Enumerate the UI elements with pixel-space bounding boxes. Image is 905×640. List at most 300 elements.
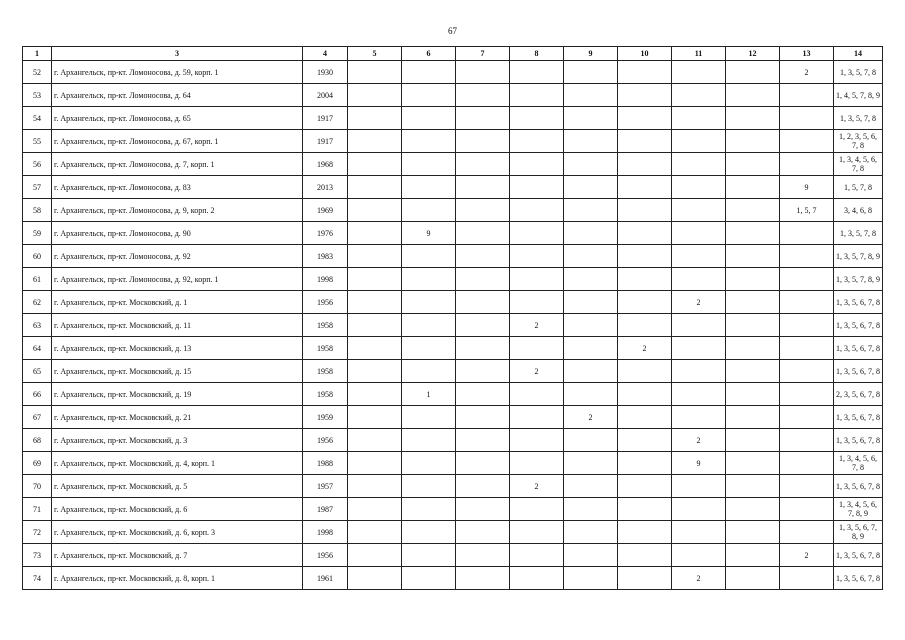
row-index: 72 <box>23 521 52 544</box>
column-header: 12 <box>726 47 780 61</box>
col8-cell <box>510 153 564 176</box>
col11-cell <box>672 498 726 521</box>
col9-cell <box>564 84 618 107</box>
table-row <box>23 521 883 544</box>
col5-cell <box>348 337 402 360</box>
col8-cell <box>510 61 564 84</box>
col13-cell <box>780 314 834 337</box>
column-header: 8 <box>510 47 564 61</box>
row-index: 66 <box>23 383 52 406</box>
col11-cell <box>672 383 726 406</box>
col8-cell <box>510 521 564 544</box>
col10-cell <box>618 429 672 452</box>
row-index: 54 <box>23 107 52 130</box>
col8-cell: 2 <box>510 360 564 383</box>
col8-cell <box>510 291 564 314</box>
col9-cell <box>564 429 618 452</box>
col13-cell <box>780 567 834 590</box>
table-row <box>23 452 883 475</box>
col6-cell <box>402 498 456 521</box>
col13-cell: 1, 5, 7 <box>780 199 834 222</box>
col10-cell <box>618 544 672 567</box>
col5-cell <box>348 498 402 521</box>
col11-cell <box>672 544 726 567</box>
col7-cell <box>456 383 510 406</box>
col10-cell <box>618 567 672 590</box>
table-row <box>23 544 883 567</box>
col6-cell <box>402 199 456 222</box>
col6-cell <box>402 245 456 268</box>
col13-cell <box>780 84 834 107</box>
column-header: 6 <box>402 47 456 61</box>
col7-cell <box>456 567 510 590</box>
col9-cell <box>564 360 618 383</box>
year-cell: 1983 <box>303 245 348 268</box>
col11-cell <box>672 61 726 84</box>
table-row <box>23 314 883 337</box>
col12-cell <box>726 567 780 590</box>
col13-cell: 2 <box>780 544 834 567</box>
col5-cell <box>348 406 402 429</box>
col5-cell <box>348 452 402 475</box>
col6-cell <box>402 291 456 314</box>
col13-cell <box>780 406 834 429</box>
column-header: 10 <box>618 47 672 61</box>
col11-cell <box>672 268 726 291</box>
col12-cell <box>726 153 780 176</box>
col7-cell <box>456 337 510 360</box>
row-index: 67 <box>23 406 52 429</box>
col12-cell <box>726 544 780 567</box>
address-cell: г. Архангельск, пр-кт. Московский, д. 1 <box>52 291 303 314</box>
col8-cell <box>510 199 564 222</box>
col9-cell <box>564 452 618 475</box>
col9-cell <box>564 153 618 176</box>
col13-cell <box>780 452 834 475</box>
col14-cell: 1, 3, 5, 7, 8 <box>834 107 883 130</box>
col10-cell <box>618 153 672 176</box>
col8-cell: 2 <box>510 475 564 498</box>
year-cell: 1969 <box>303 199 348 222</box>
col7-cell <box>456 291 510 314</box>
col5-cell <box>348 245 402 268</box>
col12-cell <box>726 337 780 360</box>
col5-cell <box>348 222 402 245</box>
col6-cell <box>402 360 456 383</box>
address-cell: г. Архангельск, пр-кт. Московский, д. 13 <box>52 337 303 360</box>
address-cell: г. Архангельск, пр-кт. Московский, д. 5 <box>52 475 303 498</box>
col13-cell: 2 <box>780 61 834 84</box>
col7-cell <box>456 314 510 337</box>
col7-cell <box>456 268 510 291</box>
col13-cell <box>780 521 834 544</box>
address-cell: г. Архангельск, пр-кт. Ломоносова, д. 92, корп. 1 <box>52 268 303 291</box>
address-cell: г. Архангельск, пр-кт. Московский, д. 4, корп. 1 <box>52 452 303 475</box>
col9-cell <box>564 199 618 222</box>
col7-cell <box>456 61 510 84</box>
col11-cell <box>672 337 726 360</box>
col10-cell <box>618 245 672 268</box>
address-cell: г. Архангельск, пр-кт. Ломоносова, д. 7, корп. 1 <box>52 153 303 176</box>
col5-cell <box>348 176 402 199</box>
col8-cell <box>510 429 564 452</box>
address-cell: г. Архангельск, пр-кт. Московский, д. 6, корп. 3 <box>52 521 303 544</box>
col6-cell <box>402 84 456 107</box>
col14-cell: 1, 3, 5, 6, 7, 8 <box>834 475 883 498</box>
col12-cell <box>726 452 780 475</box>
year-cell: 1957 <box>303 475 348 498</box>
col11-cell <box>672 245 726 268</box>
col14-cell: 1, 3, 5, 6, 7, 8 <box>834 337 883 360</box>
year-cell: 1956 <box>303 544 348 567</box>
row-index: 59 <box>23 222 52 245</box>
year-cell: 1958 <box>303 360 348 383</box>
buildings-table <box>22 46 883 590</box>
address-cell: г. Архангельск, пр-кт. Московский, д. 7 <box>52 544 303 567</box>
year-cell: 1959 <box>303 406 348 429</box>
row-index: 52 <box>23 61 52 84</box>
col13-cell <box>780 130 834 153</box>
col6-cell <box>402 406 456 429</box>
col11-cell <box>672 176 726 199</box>
col13-cell: 9 <box>780 176 834 199</box>
col9-cell <box>564 521 618 544</box>
col11-cell <box>672 360 726 383</box>
col8-cell <box>510 84 564 107</box>
col14-cell: 1, 3, 5, 7, 8 <box>834 61 883 84</box>
col6-cell <box>402 521 456 544</box>
col12-cell <box>726 475 780 498</box>
col14-cell: 1, 3, 5, 7, 8 <box>834 222 883 245</box>
column-header: 9 <box>564 47 618 61</box>
col14-cell: 1, 3, 4, 5, 6, 7, 8 <box>834 153 883 176</box>
year-cell: 1998 <box>303 268 348 291</box>
col11-cell <box>672 130 726 153</box>
col7-cell <box>456 153 510 176</box>
row-index: 62 <box>23 291 52 314</box>
col14-cell: 1, 3, 5, 6, 7, 8 <box>834 314 883 337</box>
col11-cell <box>672 521 726 544</box>
col9-cell <box>564 107 618 130</box>
col12-cell <box>726 222 780 245</box>
col7-cell <box>456 245 510 268</box>
col10-cell <box>618 291 672 314</box>
col9-cell <box>564 130 618 153</box>
table-row <box>23 268 883 291</box>
col10-cell <box>618 222 672 245</box>
col7-cell <box>456 107 510 130</box>
col9-cell <box>564 314 618 337</box>
col6-cell <box>402 61 456 84</box>
row-index: 61 <box>23 268 52 291</box>
table-row <box>23 84 883 107</box>
column-header: 1 <box>23 47 52 61</box>
col7-cell <box>456 498 510 521</box>
col7-cell <box>456 429 510 452</box>
col8-cell <box>510 222 564 245</box>
col14-cell: 1, 3, 5, 6, 7, 8 <box>834 567 883 590</box>
year-cell: 1958 <box>303 337 348 360</box>
table-row <box>23 176 883 199</box>
col14-cell: 1, 3, 5, 7, 8, 9 <box>834 268 883 291</box>
page-number: 67 <box>448 26 457 36</box>
col11-cell <box>672 84 726 107</box>
year-cell: 1930 <box>303 61 348 84</box>
col7-cell <box>456 452 510 475</box>
col9-cell <box>564 383 618 406</box>
col14-cell: 1, 3, 5, 6, 7, 8 <box>834 429 883 452</box>
col12-cell <box>726 130 780 153</box>
year-cell: 2013 <box>303 176 348 199</box>
col12-cell <box>726 498 780 521</box>
col5-cell <box>348 199 402 222</box>
col6-cell <box>402 268 456 291</box>
row-index: 56 <box>23 153 52 176</box>
row-index: 63 <box>23 314 52 337</box>
col12-cell <box>726 383 780 406</box>
col5-cell <box>348 567 402 590</box>
col5-cell <box>348 521 402 544</box>
col5-cell <box>348 130 402 153</box>
col10-cell <box>618 498 672 521</box>
col8-cell <box>510 130 564 153</box>
col5-cell <box>348 314 402 337</box>
column-header: 11 <box>672 47 726 61</box>
year-cell: 1958 <box>303 314 348 337</box>
year-cell: 1976 <box>303 222 348 245</box>
col14-cell: 1, 2, 3, 5, 6, 7, 8 <box>834 130 883 153</box>
col14-cell: 1, 3, 5, 6, 7, 8 <box>834 360 883 383</box>
col8-cell <box>510 544 564 567</box>
col12-cell <box>726 107 780 130</box>
address-cell: г. Архангельск, пр-кт. Ломоносова, д. 64 <box>52 84 303 107</box>
col14-cell: 3, 4, 6, 8 <box>834 199 883 222</box>
col11-cell <box>672 475 726 498</box>
col8-cell <box>510 452 564 475</box>
col10-cell <box>618 406 672 429</box>
col5-cell <box>348 61 402 84</box>
col11-cell <box>672 153 726 176</box>
address-cell: г. Архангельск, пр-кт. Ломоносова, д. 9, корп. 2 <box>52 199 303 222</box>
table-row <box>23 337 883 360</box>
col12-cell <box>726 176 780 199</box>
col6-cell: 9 <box>402 222 456 245</box>
col9-cell: 2 <box>564 406 618 429</box>
row-index: 71 <box>23 498 52 521</box>
col14-cell: 1, 3, 5, 6, 7, 8 <box>834 291 883 314</box>
address-cell: г. Архангельск, пр-кт. Ломоносова, д. 92 <box>52 245 303 268</box>
col7-cell <box>456 544 510 567</box>
col12-cell <box>726 291 780 314</box>
address-cell: г. Архангельск, пр-кт. Московский, д. 3 <box>52 429 303 452</box>
col5-cell <box>348 475 402 498</box>
col6-cell <box>402 544 456 567</box>
col9-cell <box>564 61 618 84</box>
year-cell: 1956 <box>303 429 348 452</box>
year-cell: 1968 <box>303 153 348 176</box>
col9-cell <box>564 337 618 360</box>
table-row <box>23 475 883 498</box>
col10-cell <box>618 130 672 153</box>
col6-cell <box>402 337 456 360</box>
col11-cell <box>672 314 726 337</box>
col10-cell <box>618 176 672 199</box>
col9-cell <box>564 567 618 590</box>
year-cell: 1998 <box>303 521 348 544</box>
col7-cell <box>456 521 510 544</box>
col12-cell <box>726 199 780 222</box>
year-cell: 1917 <box>303 107 348 130</box>
column-header: 5 <box>348 47 402 61</box>
table-row <box>23 199 883 222</box>
col11-cell <box>672 199 726 222</box>
col12-cell <box>726 406 780 429</box>
col5-cell <box>348 291 402 314</box>
row-index: 58 <box>23 199 52 222</box>
table-row <box>23 498 883 521</box>
col10-cell <box>618 521 672 544</box>
col13-cell <box>780 107 834 130</box>
col8-cell <box>510 176 564 199</box>
address-cell: г. Архангельск, пр-кт. Московский, д. 11 <box>52 314 303 337</box>
col12-cell <box>726 245 780 268</box>
col8-cell <box>510 406 564 429</box>
address-cell: г. Архангельск, пр-кт. Ломоносова, д. 59, корп. 1 <box>52 61 303 84</box>
col9-cell <box>564 498 618 521</box>
table-row <box>23 245 883 268</box>
col9-cell <box>564 291 618 314</box>
col13-cell <box>780 291 834 314</box>
col13-cell <box>780 222 834 245</box>
col8-cell <box>510 268 564 291</box>
col11-cell <box>672 107 726 130</box>
address-cell: г. Архангельск, пр-кт. Московский, д. 21 <box>52 406 303 429</box>
table-row <box>23 429 883 452</box>
col11-cell <box>672 222 726 245</box>
col6-cell <box>402 153 456 176</box>
col13-cell <box>780 337 834 360</box>
column-header: 14 <box>834 47 883 61</box>
col8-cell: 2 <box>510 314 564 337</box>
year-cell: 1956 <box>303 291 348 314</box>
col8-cell <box>510 498 564 521</box>
col6-cell <box>402 452 456 475</box>
col5-cell <box>348 107 402 130</box>
col7-cell <box>456 360 510 383</box>
col6-cell <box>402 314 456 337</box>
col7-cell <box>456 475 510 498</box>
row-index: 53 <box>23 84 52 107</box>
col13-cell <box>780 383 834 406</box>
row-index: 70 <box>23 475 52 498</box>
col12-cell <box>726 314 780 337</box>
address-cell: г. Архангельск, пр-кт. Московский, д. 8, корп. 1 <box>52 567 303 590</box>
row-index: 68 <box>23 429 52 452</box>
row-index: 73 <box>23 544 52 567</box>
address-cell: г. Архангельск, пр-кт. Московский, д. 19 <box>52 383 303 406</box>
table-row <box>23 360 883 383</box>
table-row <box>23 567 883 590</box>
col5-cell <box>348 84 402 107</box>
col12-cell <box>726 360 780 383</box>
table-body <box>23 61 883 590</box>
col7-cell <box>456 176 510 199</box>
column-header: 13 <box>780 47 834 61</box>
col9-cell <box>564 222 618 245</box>
col7-cell <box>456 406 510 429</box>
address-cell: г. Архангельск, пр-кт. Ломоносова, д. 67, корп. 1 <box>52 130 303 153</box>
col14-cell: 1, 3, 5, 6, 7, 8 <box>834 406 883 429</box>
col6-cell <box>402 475 456 498</box>
col7-cell <box>456 84 510 107</box>
col6-cell <box>402 130 456 153</box>
col13-cell <box>780 429 834 452</box>
col12-cell <box>726 61 780 84</box>
col11-cell <box>672 406 726 429</box>
col10-cell: 2 <box>618 337 672 360</box>
row-index: 57 <box>23 176 52 199</box>
col11-cell: 2 <box>672 291 726 314</box>
col14-cell: 1, 3, 4, 5, 6, 7, 8, 9 <box>834 498 883 521</box>
year-cell: 1917 <box>303 130 348 153</box>
col6-cell <box>402 429 456 452</box>
col11-cell: 2 <box>672 567 726 590</box>
row-index: 69 <box>23 452 52 475</box>
col13-cell <box>780 245 834 268</box>
col12-cell <box>726 429 780 452</box>
column-header: 3 <box>52 47 303 61</box>
col10-cell <box>618 268 672 291</box>
col9-cell <box>564 544 618 567</box>
col6-cell: 1 <box>402 383 456 406</box>
column-header: 4 <box>303 47 348 61</box>
row-index: 64 <box>23 337 52 360</box>
col5-cell <box>348 268 402 291</box>
col11-cell: 9 <box>672 452 726 475</box>
col10-cell <box>618 383 672 406</box>
row-index: 55 <box>23 130 52 153</box>
col6-cell <box>402 567 456 590</box>
col7-cell <box>456 130 510 153</box>
col9-cell <box>564 245 618 268</box>
col13-cell <box>780 498 834 521</box>
row-index: 65 <box>23 360 52 383</box>
address-cell: г. Архангельск, пр-кт. Ломоносова, д. 83 <box>52 176 303 199</box>
col10-cell <box>618 107 672 130</box>
row-index: 60 <box>23 245 52 268</box>
col8-cell <box>510 383 564 406</box>
col9-cell <box>564 176 618 199</box>
col5-cell <box>348 383 402 406</box>
address-cell: г. Архангельск, пр-кт. Московский, д. 15 <box>52 360 303 383</box>
col8-cell <box>510 107 564 130</box>
column-header: 7 <box>456 47 510 61</box>
col5-cell <box>348 360 402 383</box>
col13-cell <box>780 475 834 498</box>
col14-cell: 1, 3, 5, 6, 7, 8, 9 <box>834 521 883 544</box>
year-cell: 1987 <box>303 498 348 521</box>
col14-cell: 1, 3, 4, 5, 6, 7, 8 <box>834 452 883 475</box>
col10-cell <box>618 61 672 84</box>
col14-cell: 1, 3, 5, 7, 8, 9 <box>834 245 883 268</box>
col8-cell <box>510 567 564 590</box>
col10-cell <box>618 360 672 383</box>
table-row <box>23 222 883 245</box>
col11-cell: 2 <box>672 429 726 452</box>
table-row <box>23 153 883 176</box>
col13-cell <box>780 360 834 383</box>
col5-cell <box>348 153 402 176</box>
